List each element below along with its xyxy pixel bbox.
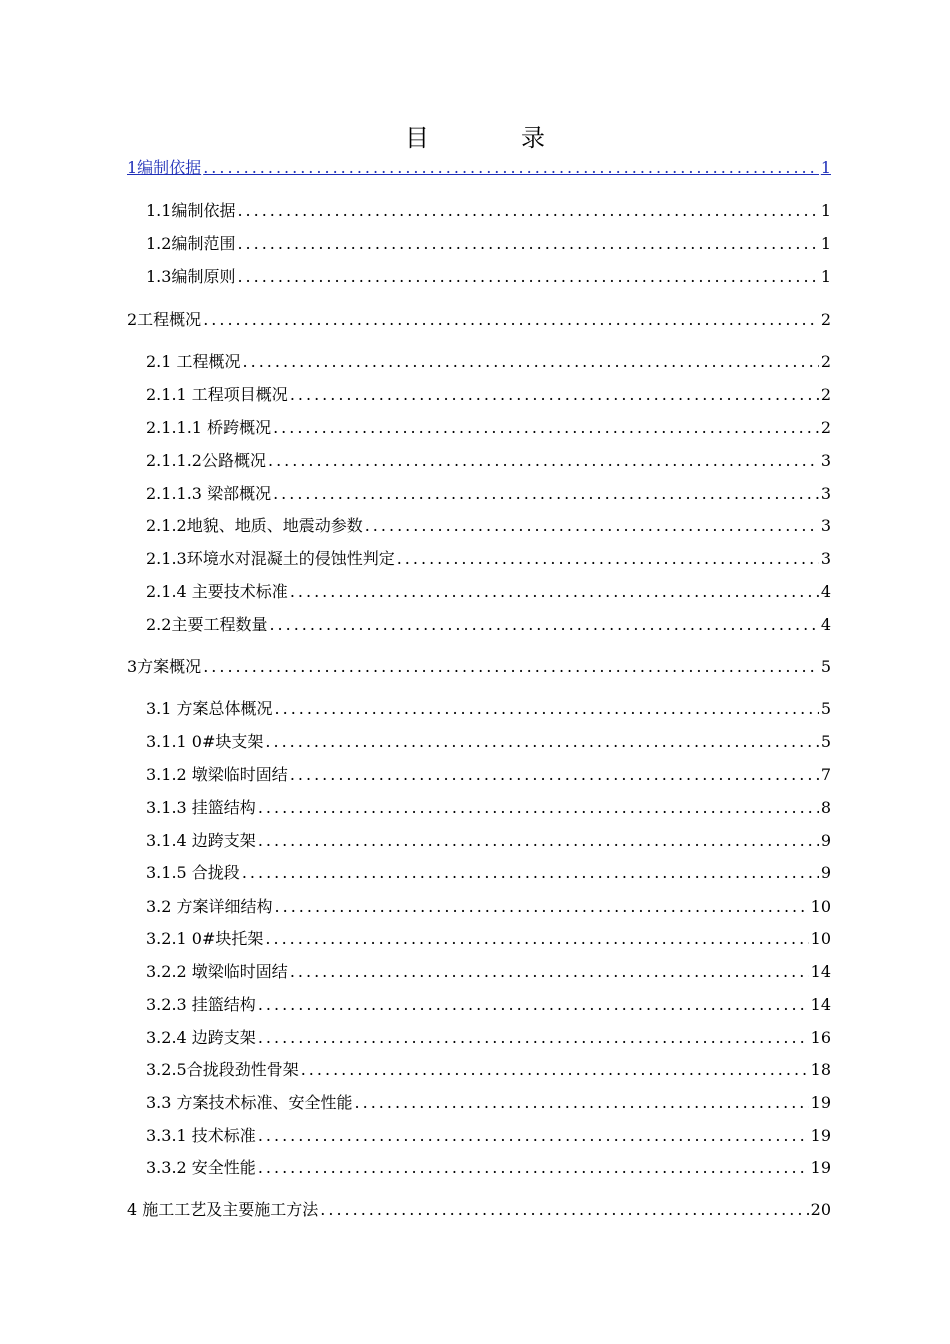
- toc-entry-label: 1.3编制原则: [146, 267, 236, 286]
- toc-entry-label: 3.3.1 技术标准: [146, 1126, 256, 1145]
- toc-entry[interactable]: [146, 484, 831, 504]
- toc-entry-page-number: 5: [820, 732, 831, 751]
- toc-dot-leader: [237, 201, 818, 221]
- toc-entry-page-number: 1: [820, 267, 831, 286]
- toc-entry[interactable]: [146, 516, 831, 536]
- toc-entry-page-number: 18: [810, 1060, 831, 1079]
- toc-entry[interactable]: [127, 1200, 831, 1220]
- toc-dot-leader: [273, 418, 819, 438]
- toc-entry-page-number: 3: [820, 516, 831, 535]
- toc-dot-leader: [275, 699, 819, 719]
- toc-entry-label: 3.1.2 墩梁临时固结: [146, 765, 288, 784]
- toc-entry-label: 3.1.3 挂篮结构: [146, 798, 256, 817]
- toc-entry[interactable]: [146, 995, 831, 1015]
- toc-entry-label: 3.2.5合拢段劲性骨架: [146, 1060, 299, 1079]
- toc-dot-leader: [290, 582, 819, 602]
- toc-entry-label: 3.1 方案总体概况: [146, 699, 273, 718]
- toc-entry-page-number: 10: [810, 929, 831, 948]
- toc-entry-page-number: 3: [820, 451, 831, 470]
- toc-dot-leader: [258, 831, 819, 851]
- toc-dot-leader: [265, 929, 808, 949]
- toc-entry-label: 3.3 方案技术标准、安全性能: [146, 1093, 353, 1112]
- toc-entry[interactable]: [146, 897, 831, 917]
- toc-entry-page-number: 3: [820, 484, 831, 503]
- toc-entry[interactable]: [146, 582, 831, 602]
- toc-entry[interactable]: [146, 385, 831, 405]
- toc-entry-page-number: 1: [820, 201, 831, 220]
- toc-entry-page-number: 9: [820, 863, 831, 882]
- toc-dot-leader: [268, 451, 819, 471]
- toc-entry-label: 2.1.1.3 梁部概况: [146, 484, 272, 503]
- toc-entry-page-number: 1: [820, 234, 831, 253]
- toc-entry-page-number: 4: [820, 582, 831, 601]
- toc-entry[interactable]: [146, 962, 831, 982]
- toc-entry-label: 2.1.2地貌、地质、地震动参数: [146, 516, 363, 535]
- toc-entry-page-number: 9: [820, 831, 831, 850]
- toc-dot-leader: [320, 1200, 808, 1220]
- toc-dot-leader: [258, 1126, 809, 1146]
- toc-entry-label: 3.1.4 边跨支架: [146, 831, 256, 850]
- toc-entry[interactable]: [146, 831, 831, 851]
- toc-dot-leader: [237, 267, 818, 287]
- toc-entry-label: 3方案概况: [127, 657, 202, 676]
- toc-entry[interactable]: [146, 1126, 831, 1146]
- toc-entry[interactable]: [146, 267, 831, 287]
- toc-entry-label: 2.1.1 工程项目概况: [146, 385, 288, 404]
- toc-entry-label: 3.2.1 0#块托架: [146, 929, 264, 948]
- toc-entry-label: 2工程概况: [127, 310, 202, 329]
- toc-entry-page-number: 16: [810, 1028, 831, 1047]
- toc-entry-label: 1.2编制范围: [146, 234, 236, 253]
- toc-entry-label: 1.1编制依据: [146, 201, 236, 220]
- toc-entry[interactable]: [146, 201, 831, 221]
- toc-entry-label: 3.2.3 挂篮结构: [146, 995, 256, 1014]
- toc-entry-page-number: 20: [810, 1200, 831, 1219]
- toc-entry-label: 1编制依据: [127, 158, 202, 177]
- toc-entry-page-number: 5: [820, 699, 831, 718]
- toc-entry-label: 3.2 方案详细结构: [146, 897, 273, 916]
- toc-entry[interactable]: [146, 699, 831, 719]
- toc-entry-page-number: 2: [820, 418, 831, 437]
- toc-entry-page-number: 8: [820, 798, 831, 817]
- toc-entry-label: 3.2.2 墩梁临时固结: [146, 962, 288, 981]
- toc-dot-leader: [265, 732, 818, 752]
- toc-entry[interactable]: [146, 352, 831, 372]
- toc-dot-leader: [258, 995, 809, 1015]
- toc-entry[interactable]: [146, 549, 831, 569]
- toc-entry[interactable]: [146, 234, 831, 254]
- toc-entry-page-number: 7: [820, 765, 831, 784]
- toc-entry-label: 2.1.1.1 桥跨概况: [146, 418, 272, 437]
- toc-entry[interactable]: [146, 929, 831, 949]
- toc-entry[interactable]: [146, 1060, 831, 1080]
- toc-entry-page-number: 19: [810, 1158, 831, 1177]
- toc-entry-page-number: 14: [810, 995, 831, 1014]
- toc-dot-leader: [290, 962, 809, 982]
- toc-dot-leader: [203, 657, 819, 677]
- toc-dot-leader: [237, 234, 818, 254]
- toc-title: 目 录: [405, 124, 579, 152]
- toc-entry[interactable]: [146, 798, 831, 818]
- toc-dot-leader: [290, 765, 819, 785]
- toc-entry-label: 4 施工工艺及主要施工方法: [127, 1200, 319, 1219]
- toc-entry[interactable]: [146, 1028, 831, 1048]
- toc-entry[interactable]: [146, 863, 831, 883]
- toc-dot-leader: [397, 549, 819, 569]
- toc-entry-page-number: 14: [810, 962, 831, 981]
- toc-entry-label: 2.1 工程概况: [146, 352, 241, 371]
- toc-dot-leader: [258, 1158, 809, 1178]
- toc-entry-label: 3.1.5 合拢段: [146, 863, 240, 882]
- toc-entry[interactable]: [127, 310, 831, 330]
- toc-entry[interactable]: [146, 1158, 831, 1178]
- toc-entry-label: 3.2.4 边跨支架: [146, 1028, 256, 1047]
- toc-entry-page-number: 4: [820, 615, 831, 634]
- toc-entry-page-number: 2: [820, 310, 831, 329]
- toc-entry[interactable]: [146, 1093, 831, 1113]
- toc-dot-leader: [203, 158, 819, 178]
- toc-dot-leader: [242, 863, 819, 883]
- toc-entry-page-number: 2: [820, 352, 831, 371]
- toc-dot-leader: [275, 897, 809, 917]
- toc-entry-page-number: 2: [820, 385, 831, 404]
- toc-entry[interactable]: [127, 657, 831, 677]
- toc-entry[interactable]: [146, 765, 831, 785]
- toc-entry[interactable]: [146, 451, 831, 471]
- toc-entry-label: 3.1.1 0#块支架: [146, 732, 264, 751]
- toc-dot-leader: [258, 798, 819, 818]
- toc-dot-leader: [269, 615, 818, 635]
- toc-dot-leader: [273, 484, 819, 504]
- toc-dot-leader: [258, 1028, 809, 1048]
- toc-entry-page-number: 3: [820, 549, 831, 568]
- toc-entry[interactable]: [146, 418, 831, 438]
- toc-entry-label: 3.3.2 安全性能: [146, 1158, 256, 1177]
- toc-dot-leader: [203, 310, 819, 330]
- toc-dot-leader: [355, 1093, 809, 1113]
- toc-entry[interactable]: [146, 615, 831, 635]
- toc-dot-leader: [301, 1060, 809, 1080]
- toc-entry-label: 2.1.4 主要技术标准: [146, 582, 288, 601]
- toc-dot-leader: [290, 385, 819, 405]
- toc-dot-leader: [243, 352, 819, 372]
- toc-dot-leader: [365, 516, 819, 536]
- toc-entry-page-number: 10: [810, 897, 831, 916]
- toc-entry-page-number: 5: [820, 657, 831, 676]
- toc-entry-label: 2.1.1.2公路概况: [146, 451, 266, 470]
- toc-entry-label: 2.2主要工程数量: [146, 615, 268, 634]
- toc-entry[interactable]: [127, 158, 831, 178]
- toc-entry[interactable]: [146, 732, 831, 752]
- toc-entry-page-number: 19: [810, 1093, 831, 1112]
- toc-entry-label: 2.1.3环境水对混凝土的侵蚀性判定: [146, 549, 395, 568]
- toc-entry-page-number: 1: [820, 158, 831, 177]
- toc-entry-page-number: 19: [810, 1126, 831, 1145]
